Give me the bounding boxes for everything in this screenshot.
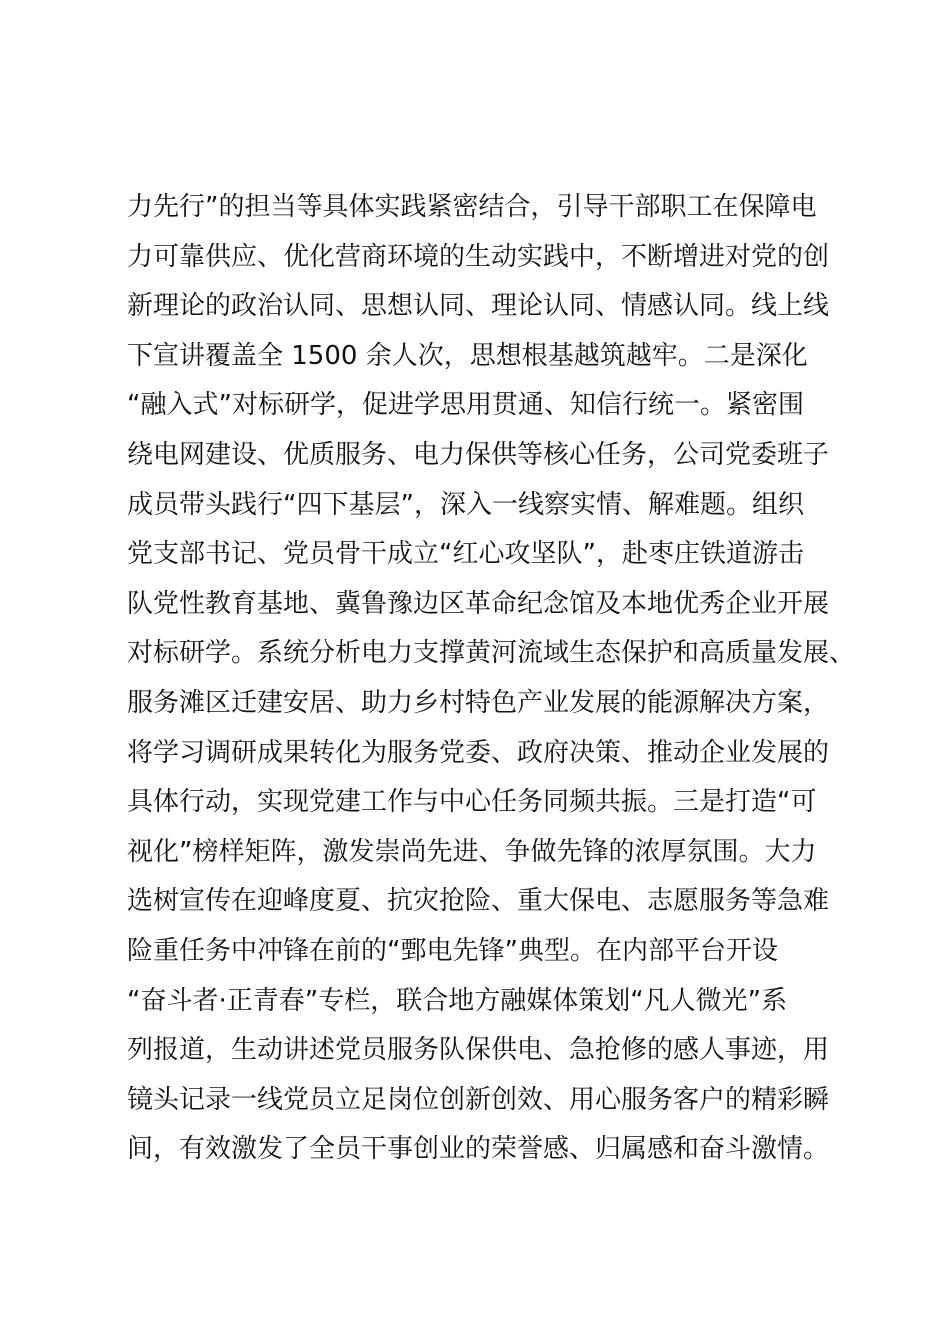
text-line: 服务滩区迁建安居、助力乡村特色产业发展的能源解决方案， — [127, 687, 830, 718]
text-line: 力可靠供应、优化营商环境的生动实践中，不断增进对党的创 — [127, 241, 830, 272]
text-line: 视化”榜样矩阵，激发崇尚先进、争做先锋的浓厚氛围。大力 — [127, 836, 817, 867]
text-line: “奋斗者·正青春”专栏，联合地方融媒体策划“凡人微光”系 — [127, 985, 788, 1016]
text-line: 选树宣传在迎峰度夏、抗灾抢险、重大保电、志愿服务等急难 — [127, 886, 830, 917]
text-line: 绕电网建设、优质服务、电力保供等核心任务，公司党委班子 — [127, 439, 830, 470]
text-line: 力先行”的担当等具体实践紧密结合，引导干部职工在保障电 — [127, 192, 817, 222]
text-line: 队党性教育基地、冀鲁豫边区革命纪念馆及本地优秀企业开展 — [127, 588, 830, 619]
text-line: 新理论的政治认同、思想认同、理论认同、情感认同。线上线 — [127, 291, 830, 322]
text-line: 成员带头践行“四下基层”，深入一线察实情、解难题。组织 — [127, 489, 804, 520]
text-line: 对标研学。系统分析电力支撑黄河流域生态保护和高质量发展、 — [127, 638, 856, 669]
text-line: 险重任务中冲锋在前的“鄄电先锋”典型。在内部平台开设 — [127, 935, 778, 966]
text-line: 具体行动，实现党建工作与中心任务同频共振。三是打造“可 — [127, 787, 817, 818]
text-line: 党支部书记、党员骨干成立“红心攻坚队”，赴枣庄铁道游击 — [127, 539, 804, 570]
text-line: 列报道，生动讲述党员服务队保供电、急抢修的感人事迹，用 — [127, 1035, 830, 1066]
text-line: 下宣讲覆盖全 1500 余人次，思想根基越筑越牢。二是深化 — [127, 340, 808, 371]
text-line: “融入式”对标研学，促进学思用贯通、知信行统一。紧密围 — [127, 390, 804, 421]
text-line: 间，有效激发了全员干事创业的荣誉感、归属感和奋斗激情。 — [127, 1134, 830, 1165]
text-line: 将学习调研成果转化为服务党委、政府决策、推动企业发展的 — [127, 737, 830, 768]
body-paragraph — [127, 183, 856, 1175]
text-line: 镜头记录一线党员立足岗位创新创效、用心服务客户的精彩瞬 — [127, 1084, 830, 1115]
